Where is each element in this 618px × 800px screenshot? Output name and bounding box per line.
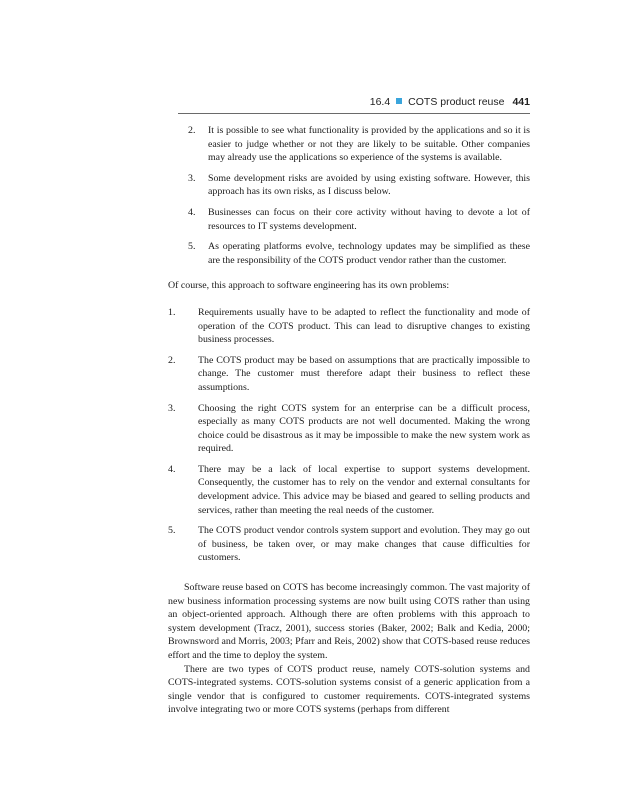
list-item-text: Some development risks are avoided by using existing software. However, this approach has its own risks, as I discuss below.: [208, 172, 530, 198]
list-item-text: Requirements usually have to be adapted to reflect the functionality and mode of operation of the COTS product. This can lead to disruptive changes to existing business processes.: [198, 306, 530, 346]
list-item: [168, 306, 530, 347]
list-item-text: Businesses can focus on their core activity without having to devote a lot of resources to IT systems development.: [208, 206, 530, 232]
list-number: 5.: [188, 241, 196, 253]
list-number: 2.: [168, 354, 176, 366]
intro-paragraph: Of course, this approach to software engineering has its own problems:: [168, 280, 450, 292]
body-paragraph: There are two types of COTS product reuse, namely COTS-solution systems and COTS-integrated systems. COTS-solution systems consist of a generic application from a single vendor that is configured to customer requirements. COTS-integrated systems involve integrating two or more COTS systems (perhaps from different: [168, 663, 530, 716]
list-number: 4.: [188, 206, 196, 218]
body-text: [168, 124, 530, 717]
list-item: [168, 463, 530, 517]
problems-list: [168, 306, 530, 565]
list-item-text: The COTS product vendor controls system support and evolution. They may go out of business, be taken over, or may make changes that cause difficulties for customers.: [198, 525, 530, 564]
list-number: 3.: [168, 402, 176, 414]
list-number: 2.: [188, 125, 196, 136]
list-item-text: It is possible to see what functionality is provided by the applications and so it is easier to judge whether or not they are likely to be suitable. Other companies may already use the applications so experience of the systems is available.: [208, 125, 530, 164]
list-number: 5.: [168, 525, 176, 537]
list-item: [178, 124, 530, 165]
list-item-text: Choosing the right COTS system for an enterprise can be a difficult process, especially as many COTS products are not well documented. Making the wrong choice could be disastrous as it may be impossible to make the new system work as required.: [198, 402, 530, 455]
list-item-text: As operating platforms evolve, technology updates may be simplified as these are the responsibility of the COTS product vendor rather than the customer.: [208, 241, 530, 266]
list-item: [178, 172, 530, 199]
header-rule: [178, 113, 530, 114]
section-number: 16.4: [369, 96, 391, 108]
list-item: [168, 402, 530, 456]
list-item: [178, 206, 530, 233]
advantages-list: [178, 124, 530, 267]
list-item: [178, 240, 530, 267]
running-head: [178, 95, 530, 109]
body-paragraph: Software reuse based on COTS has become increasingly common. The vast majority of new business information processing systems are now built using COTS rather than using an object-oriented approach. Although there are often problems with this approach to system development (Tracz, 2001), success stories (Baker, 2002; Balk and Kedia, 2000; Brownsword and Morris, 2003; Pfarr and Reis, 2002) show that COTS-based reuse reduces effort and the time to deploy the system.: [168, 582, 530, 661]
list-item: [168, 354, 530, 395]
page-number: 441: [512, 96, 530, 108]
list-number: 4.: [168, 463, 176, 475]
list-item-text: There may be a lack of local expertise to support systems development. Consequently, the customer has to rely on the vendor and external consultants for development advice. This advice may be biased and geared to selling products and services, rather than meeting the real needs of the customer.: [198, 463, 530, 516]
square-separator-icon: [396, 98, 402, 104]
list-number: 1.: [168, 306, 176, 318]
list-item-text: The COTS product may be based on assumptions that are practically impossible to change. The customer must therefore adapt their business to reflect these assumptions.: [198, 354, 530, 393]
list-item: [168, 524, 530, 565]
section-title: COTS product reuse: [408, 96, 505, 108]
list-number: 3.: [188, 172, 196, 184]
